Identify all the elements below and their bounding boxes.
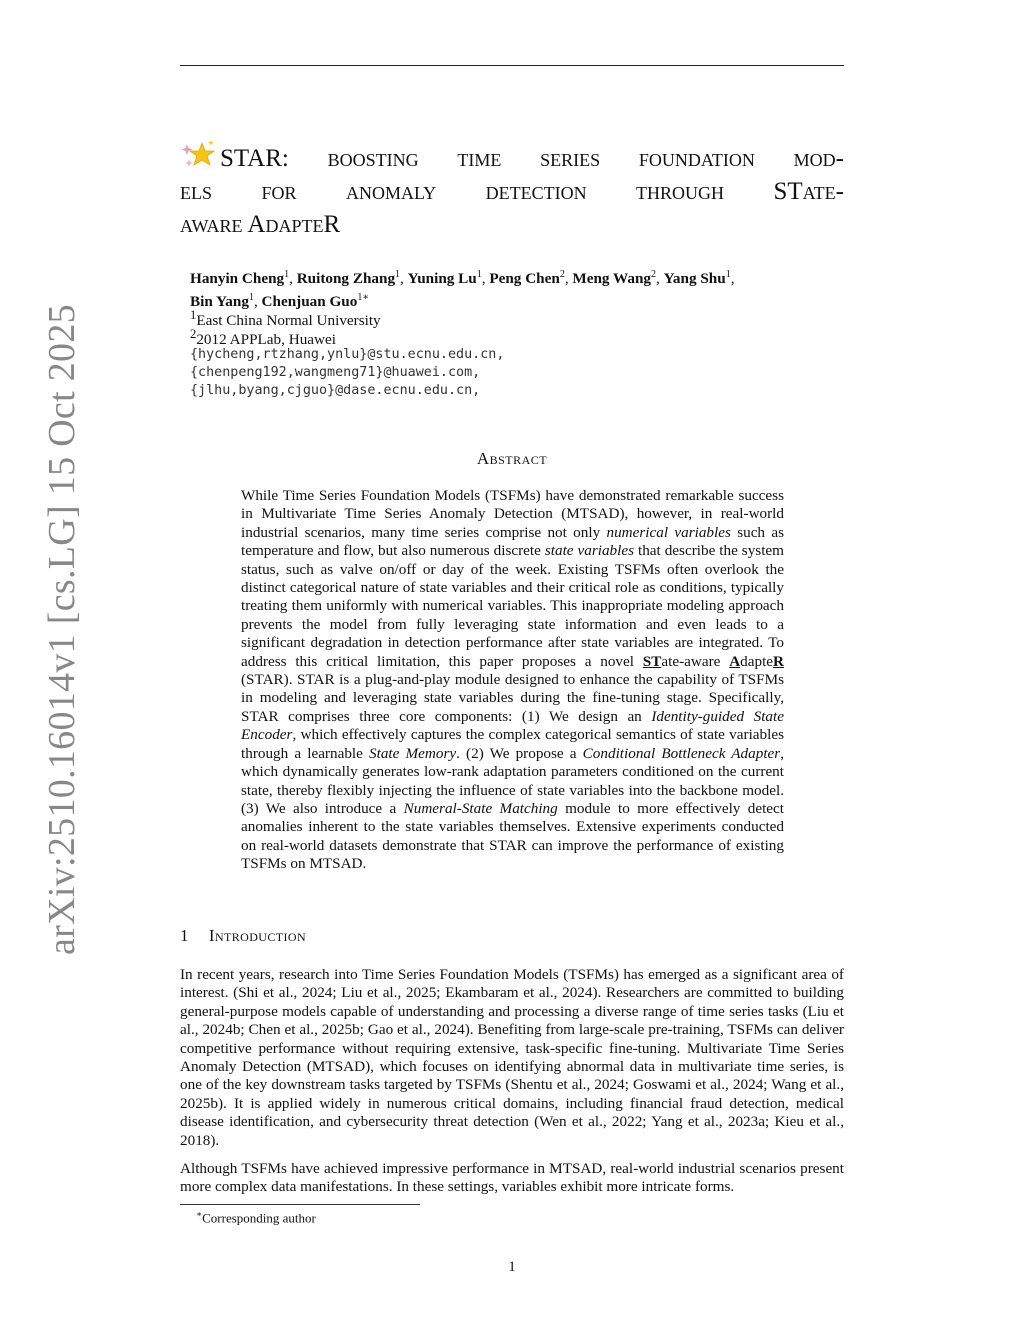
author-line-2: Bin Yang$^1$, Chenjuan Guo$^{1∗}$ — [190, 292, 370, 311]
author-affiliation-mark: 1 — [395, 269, 401, 280]
email-line-3[interactable]: {jlhu,byang,cjguo}@dase.ecnu.edu.cn, — [190, 383, 481, 398]
footnote-rule — [180, 1204, 420, 1205]
top-rule — [180, 65, 844, 66]
footnote-text: Corresponding author — [202, 1210, 316, 1226]
email-line-1[interactable]: {hycheng,rtzhang,ynlu}@stu.ecnu.edu.cn, — [190, 347, 505, 362]
author-line-1: Hanyin Cheng$^1$, Ruitong Zhang$^1$, Yuning Lu$^1$, Peng Chen$^2$, Meng Wang$^2$, Yang Shu$^1$, — [190, 269, 735, 288]
abstract-text: module to more effectively detect anomalies inherent to the state variables themselves. Extensive experiments conducted on real-world datasets demonstrate that STAR can improve the performance of existing TSFMs on MTSAD. — [241, 799, 784, 873]
author-affiliation-mark: 2 — [651, 269, 657, 280]
title-text-line-2: els for anomaly detection through STate- — [180, 178, 844, 205]
author-name: Yang Shu — [663, 270, 726, 288]
affiliation-number: 1 — [190, 308, 197, 322]
abstract-italic-term: state variables — [544, 542, 635, 560]
arxiv-identifier: arXiv:2510.16014v1 [cs.LG] 15 Oct 2025 — [41, 304, 83, 955]
section-heading-introduction — [180, 926, 306, 946]
acronym-letter: A — [729, 652, 741, 670]
email-line-2[interactable]: {chenpeng192,wangmeng71}@huawei.com, — [190, 365, 481, 380]
paper-title — [180, 138, 844, 241]
affiliation-name: East China Normal University — [196, 312, 381, 330]
abstract-text: that describe the system status, such as valve on/off or day of the week. Existing TSFMs often overlook the distinct categorical nature of state variables and their critical role as conditions, typically treating them uniformly with numerical variables. This inappropriate modeling approach prevents the model from fully leveraging state information and even leads to a significant degradation in detection performance after state variables are integrated. To address this critical limitation, this paper proposes a novel — [241, 542, 784, 670]
abstract-italic-term: Conditional Bottleneck Adapter — [582, 744, 781, 762]
title-line-3 — [180, 208, 844, 241]
author-name: Yuning Lu — [407, 270, 477, 288]
acronym-letter: ST — [642, 652, 662, 670]
author-name: Bin Yang — [190, 293, 249, 311]
intro-paragraph-1: In recent years, research into Time Series Foundation Models (TSFMs) has emerged as a significant area of interest. (Shi et al., 2024; Liu et al., 2025; Ekambaram et al., 2024). Researchers are committed to building general-purpose models capable of understanding and processing a diverse range of time series tasks (Liu et al., 2024b; Chen et al., 2025b; Gao et al., 2024). Benefiting from large-scale pre-training, TSFMs can deliver competitive performance without requiring extensive, task-specific fine-tuning. Multivariate Time Series Anomaly Detection (MTSAD), which focuses on identifying abnormal data in multivariate time series, is one of the key downstream tasks targeted by TSFMs (Shentu et al., 2024; Goswami et al., 2024; Wang et al., 2025b). It is applied widely in numerous critical domains, including financial fraud detection, medical disease identification, and cybersecurity threat detection (Wen et al., 2022; Yang et al., 2023a; Kieu et al., 2018). — [180, 966, 844, 1149]
author-affiliation-mark: 1 — [248, 292, 254, 304]
author-name: Ruitong Zhang — [296, 270, 396, 288]
abstract-text: dapte — [740, 652, 774, 670]
abstract-body — [241, 487, 784, 874]
title-text-line-1: STAR: boosting time series foundation mod- — [220, 145, 844, 172]
footnote — [196, 1209, 316, 1226]
abstract-text: . (2) We propose a — [456, 744, 583, 762]
author-name: Meng Wang — [572, 270, 652, 288]
author-affiliation-mark: 1 — [476, 269, 482, 280]
affiliation-name: 2012 APPLab, Huawei — [196, 331, 336, 349]
title-line-2 — [180, 175, 844, 208]
acronym-letter: R — [773, 652, 785, 670]
author-name: Hanyin Cheng — [190, 270, 285, 288]
abstract-italic-term: Numeral-State Matching — [403, 799, 558, 817]
footnote-mark: ∗ — [196, 1209, 203, 1219]
title-line-1 — [180, 138, 844, 175]
author-name: Chenjuan Guo — [261, 293, 358, 311]
abstract-text: (STAR). STAR is a plug-and-play module designed to enhance the capability of TSFMs in modeling and leveraging state variables during the fine-tuning stage. Specifically, STAR comprises three core components: (1) We design an — [241, 671, 784, 725]
abstract-text: such as temperature and flow, but also numerous discrete — [241, 523, 784, 560]
author-affiliation-mark: 1∗ — [357, 292, 370, 304]
author-affiliation-mark: 1 — [725, 269, 731, 280]
abstract-heading: Abstract — [476, 449, 548, 468]
abstract-italic-term: State Memory — [369, 744, 457, 762]
author-list — [190, 265, 840, 311]
abstract-italic-term: Identity-guided State Encoder — [241, 707, 784, 744]
abstract-text: While Time Series Foundation Models (TSFMs) have demonstrated remarkable success in Multivariate Time Series Anomaly Detection (MTSAD), however, in real-world industrial scenarios, many time series comprise not only — [241, 487, 784, 541]
section-number: 1 — [180, 926, 189, 945]
section-title: Introduction — [208, 926, 307, 945]
author-affiliation-mark: 2 — [559, 269, 565, 280]
title-text-line-3: aware AdapteR — [180, 211, 341, 238]
abstract-text: , which dynamically generates low-rank adaptation parameters conditioned on the current state, thereby flexibly injecting the influence of state variables into the backbone model. (3) We also introduce a — [241, 744, 785, 817]
abstract-text: , which effectively captures the complex categorical semantics of state variables through a learnable — [241, 726, 784, 762]
intro-paragraph-2: Although TSFMs have achieved impressive performance in MTSAD, real-world industrial scenarios present more complex data manifestations. In these settings, variables exhibit more intricate forms. — [180, 1160, 844, 1196]
author-name: Peng Chen — [489, 270, 560, 288]
abstract-italic-term: numerical variables — [606, 523, 731, 541]
sparkle-star-icon — [180, 138, 216, 172]
affiliation-number: 2 — [190, 327, 197, 341]
page-number: 1 — [508, 1259, 516, 1275]
abstract-text: ate-aware — [661, 652, 730, 670]
author-affiliation-mark: 1 — [284, 269, 290, 280]
